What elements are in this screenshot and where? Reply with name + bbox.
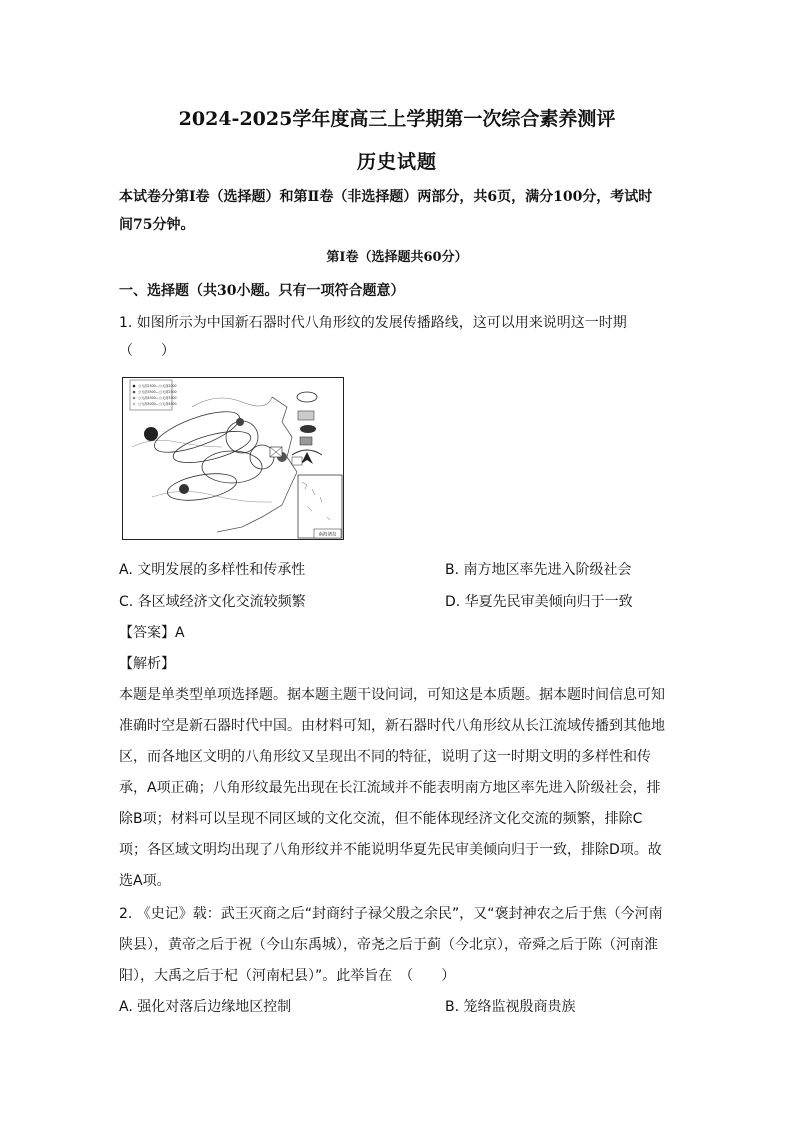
q1-option-b: B. 南方地区率先进入阶级社会: [445, 562, 632, 578]
analysis-line: 本题是单类型单项选择题。据本题主题干设问词，可知这是本质题。据本题时间信息可知: [119, 687, 665, 703]
q1-answer: 【答案】A: [119, 625, 185, 641]
legend-item: 公元前5000—公元前4500: [138, 402, 177, 406]
analysis-line: 除B项；材料可以呈现不同区域的文化交流，但不能体现经济文化交流的频繁，排除C: [119, 811, 643, 827]
analysis-line: 项；各区域文明均出现了八角形纹并不能说明华夏先民审美倾向归于一致，排除D项。故: [119, 842, 662, 858]
question-1-stem-bracket: （ ）: [119, 343, 175, 359]
section-title: 一、选择题（共30小题。只有一项符合题意）: [119, 283, 405, 299]
analysis-line: 承，A项正确；八角形纹最先出现在长江流域并不能表明南方地区率先进入阶级社会，排: [119, 780, 661, 796]
q1-option-c: C. 各区域经济文化交流较频繁: [119, 594, 306, 610]
q2-option-a: A. 强化对落后边缘地区控制: [119, 999, 292, 1015]
q1-option-d: D. 华夏先民审美倾向归于一致: [445, 594, 633, 610]
question-2-stem-line: 2. 《史记》载：武王灭商之后“封商纣子禄父殷之余民”，又“褒封神农之后于焦（今河南: [119, 906, 663, 922]
legend-item: 公元前3500—公元前2500: [138, 390, 177, 394]
question-2-stem-line: 陕县），黄帝之后于祝（今山东禹城），帝尧之后于蓟（今北京），帝舜之后于陈（河南淮: [119, 937, 658, 953]
analysis-line: 区，而各地区文明的八角形纹又呈现出不同的特征，说明了这一时期文明的多样性和传: [119, 749, 651, 765]
q2-option-b: B. 笼络监视殷商贵族: [445, 999, 576, 1015]
q1-option-a: A. 文明发展的多样性和传承性: [119, 562, 306, 578]
inset-label: 南海诸岛: [318, 532, 337, 538]
legend-item: 公元前4500—公元前3500: [138, 396, 177, 400]
legend-item: 公元前2500—公元前2000: [138, 384, 177, 388]
subject-title: 历史试题: [356, 151, 437, 173]
octagram-spread-map: [122, 377, 344, 540]
intro-line-1: 本试卷分第Ⅰ卷（选择题）和第Ⅱ卷（非选择题）两部分，共6页，满分100分，考试时: [119, 189, 653, 205]
q1-analysis-label: 【解析】: [119, 656, 175, 672]
intro-line-2: 间75分钟。: [119, 217, 195, 233]
part-title: 第Ⅰ卷（选择题共60分）: [326, 250, 468, 265]
analysis-line: 选A项。: [119, 873, 171, 889]
analysis-line: 准确时空是新石器时代中国。由材料可知，新石器时代八角形纹从长江流域传播到其他地: [119, 718, 665, 734]
exam-title: 2024-2025学年度高三上学期第一次综合素养测评: [178, 108, 616, 130]
question-1-stem: 1. 如图所示为中国新石器时代八角形纹的发展传播路线，这可以用来说明这一时期: [119, 315, 627, 331]
question-2-stem-line: 阳），大禹之后于杞（河南杞县）”。此举旨在 （ ）: [119, 968, 456, 984]
